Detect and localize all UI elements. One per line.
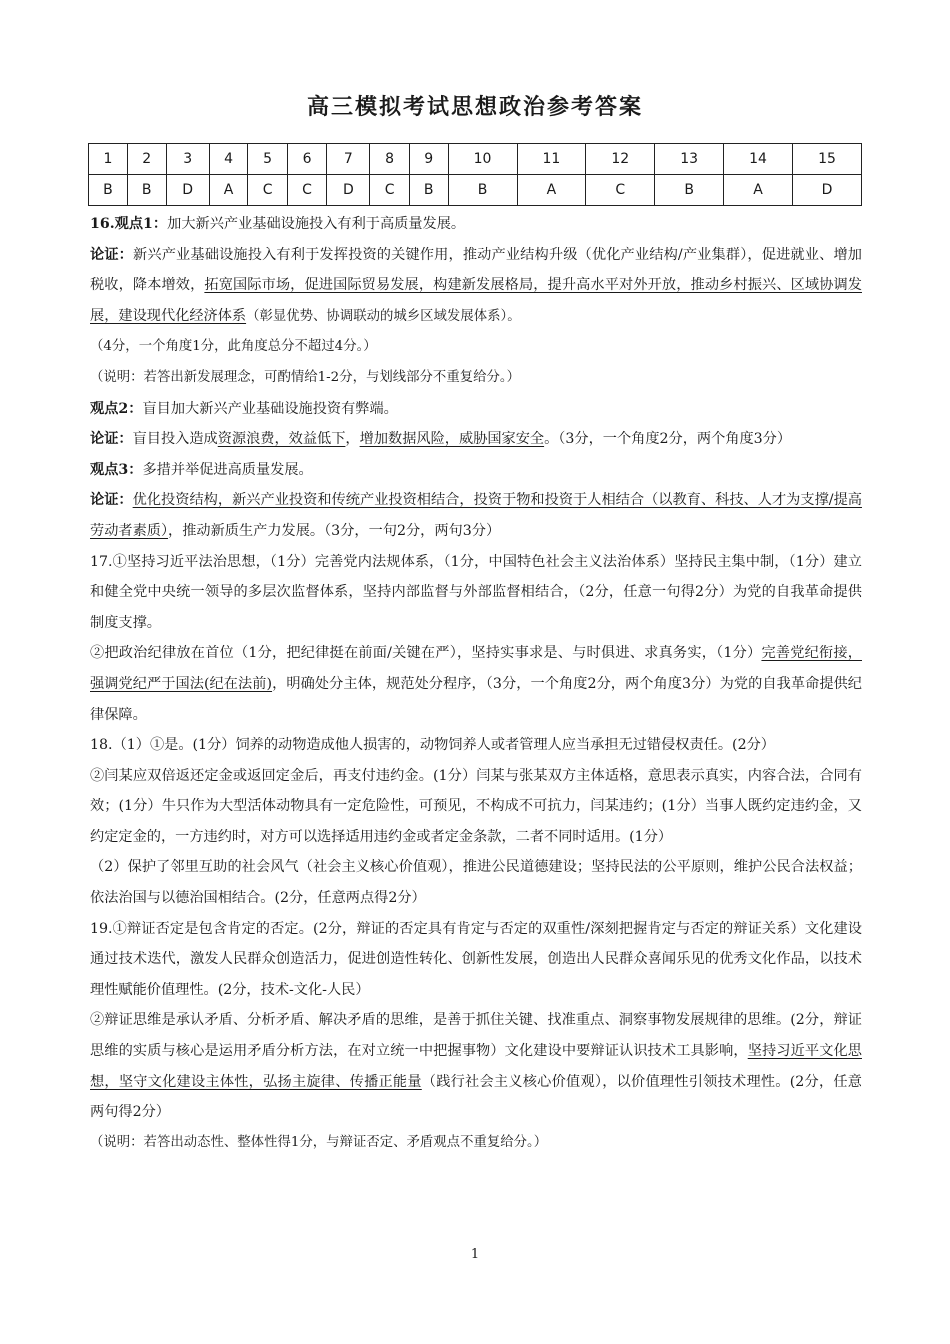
q19-part-1: 19.①辩证否定是包含肯定的否定。(2分，辩证的否定具有肯定与否定的双重性/深刻把握肯定与否定的辩证关系）文化建设通过技术迭代，激发人民群众创造活力，促进创造性转化、创新性发展，创造出人民群众喜闻乐见的优秀文化作品，以技术理性赋能价值理性。(2分，技术-文化-人民） bbox=[90, 920, 862, 998]
q18-part-3: （2）保护了邻里互助的社会风气（社会主义核心价值观），推进公民道德建设；坚持民法的公平原则，维护公民合法权益；依法治国与以德治国相结合。(2分，任意两点得2分） bbox=[90, 859, 862, 907]
question-number-cell: 6 bbox=[287, 144, 326, 175]
question-number-cell: 15 bbox=[793, 144, 862, 175]
answer-cell: C bbox=[370, 175, 409, 206]
question-number-cell: 3 bbox=[166, 144, 209, 175]
answer-cell: B bbox=[89, 175, 128, 206]
question-number-cell: 10 bbox=[448, 144, 517, 175]
answer-cell: B bbox=[448, 175, 517, 206]
answer-cell: D bbox=[166, 175, 209, 206]
page-title: 高三模拟考试思想政治参考答案 bbox=[306, 94, 643, 120]
q16-viewpoint-3: 观点3：多措并举促进高质量发展。 bbox=[90, 461, 313, 478]
answer-cell: B bbox=[409, 175, 448, 206]
question-number-cell: 7 bbox=[327, 144, 370, 175]
q18-part-2: ②闫某应双倍返还定金或返回定金后，再支付违约金。(1分）闫某与张某双方主体适格，意思表示真实，内容合法，合同有效；(1分）牛只作为大型活体动物具有一定危险性，可预见，不构成不可抗力，闫某违约；(1分）当事人既约定违约金，又约定定金的，一方违约时，对方可以选择适用违约金或者定金条款，二者不同时适用。(1分） bbox=[90, 767, 862, 845]
q16-argument-2: 论证：盲目投入造成资源浪费，效益低下，增加数据风险，威胁国家安全。（3分，一个角度2分，两个角度3分） bbox=[90, 431, 792, 448]
q16-note-1: （说明：若答出新发展理念，可酌情给1-2分，与划线部分不重复给分。） bbox=[90, 369, 520, 385]
q19-part-2: ②辩证思维是承认矛盾、分析矛盾、解决矛盾的思维，是善于抓住关键、找准重点、洞察事物发展规律的思维。(2分，辩证思维的实质与核心是运用矛盾分析方法，在对立统一中把握事物）文化建设中要辩证认识技术工具影响，坚持习近平文化思想，坚守文化建设主体性，弘扬主旋律、传播正能量（践行社会主义核心价值观），以价值理性引领技术理性。(2分，任意两句得2分） bbox=[90, 1012, 862, 1121]
question-number-row bbox=[89, 144, 862, 175]
answer-cell: C bbox=[248, 175, 287, 206]
answer-cell: A bbox=[724, 175, 793, 206]
q17-part-1: 17.①坚持习近平法治思想，（1分）完善党内法规体系，（1分，中国特色社会主义法治体系）坚持民主集中制，（1分）建立和健全党中央统一领导的多层次监督体系，坚持内部监督与外部监督相结合，（2分，任意一句得2分）为党的自我革命提供制度支撑。 bbox=[90, 553, 862, 631]
answer-cell: C bbox=[586, 175, 655, 206]
page-number: 1 bbox=[470, 1247, 480, 1262]
question-number-cell: 1 bbox=[89, 144, 128, 175]
answer-cell: A bbox=[517, 175, 586, 206]
question-number-cell: 5 bbox=[248, 144, 287, 175]
answer-cell: A bbox=[209, 175, 248, 206]
question-number-cell: 13 bbox=[655, 144, 724, 175]
q16-viewpoint-1: 16.观点1：加大新兴产业基础设施投入有利于高质量发展。 bbox=[90, 216, 466, 232]
q16-score-1: （4分，一个角度1分，此角度总分不超过4分。） bbox=[90, 339, 377, 355]
answer-cell: B bbox=[127, 175, 166, 206]
q16-viewpoint-2: 观点2：盲目加大新兴产业基础设施投资有弊端。 bbox=[90, 400, 398, 417]
q19-note: （说明：若答出动态性、整体性得1分，与辩证否定、矛盾观点不重复给分。） bbox=[90, 1134, 548, 1150]
q17-part-2: ②把政治纪律放在首位（1分，把纪律挺在前面/关键在严），坚持实事求是、与时俱进、求真务实，（1分）完善党纪衔接，强调党纪严于国法(纪在法前)，明确处分主体，规范处分程序，（3分，一个角度2分，两个角度3分）为党的自我革命提供纪律保障。 bbox=[90, 645, 862, 723]
question-number-cell: 8 bbox=[370, 144, 409, 175]
answer-cell: B bbox=[655, 175, 724, 206]
answer-row bbox=[89, 175, 862, 206]
question-number-cell: 2 bbox=[127, 144, 166, 175]
question-number-cell: 11 bbox=[517, 144, 586, 175]
question-number-cell: 9 bbox=[409, 144, 448, 175]
answer-key-table bbox=[88, 143, 862, 206]
answer-cell: C bbox=[287, 175, 326, 206]
q16-argument-3: 论证：优化投资结构，新兴产业投资和传统产业投资相结合，投资于物和投资于人相结合（以教育、科技、人才为支撑/提高劳动者素质），推动新质生产力发展。（3分，一句2分，两句3分） bbox=[90, 492, 862, 539]
answer-cell: D bbox=[327, 175, 370, 206]
question-number-cell: 14 bbox=[724, 144, 793, 175]
answer-cell: D bbox=[793, 175, 862, 206]
q18-part-1: 18.（1）①是。(1分）饲养的动物造成他人损害的，动物饲养人或者管理人应当承担无过错侵权责任。(2分） bbox=[90, 737, 775, 754]
question-number-cell: 4 bbox=[209, 144, 248, 175]
answer-body bbox=[90, 209, 862, 1158]
q16-argument-1: 论证：新兴产业基础设施投入有利于发挥投资的关键作用，推动产业结构升级（优化产业结构/产业集群），促进就业、增加税收，降本增效，拓宽国际市场，促进国际贸易发展，构建新发展格局，提升高水平对外开放，推动乡村振兴、区域协调发展，建设现代化经济体系（彰显优势、协调联动的城乡区域发展体系）。 bbox=[90, 246, 862, 324]
question-number-cell: 12 bbox=[586, 144, 655, 175]
